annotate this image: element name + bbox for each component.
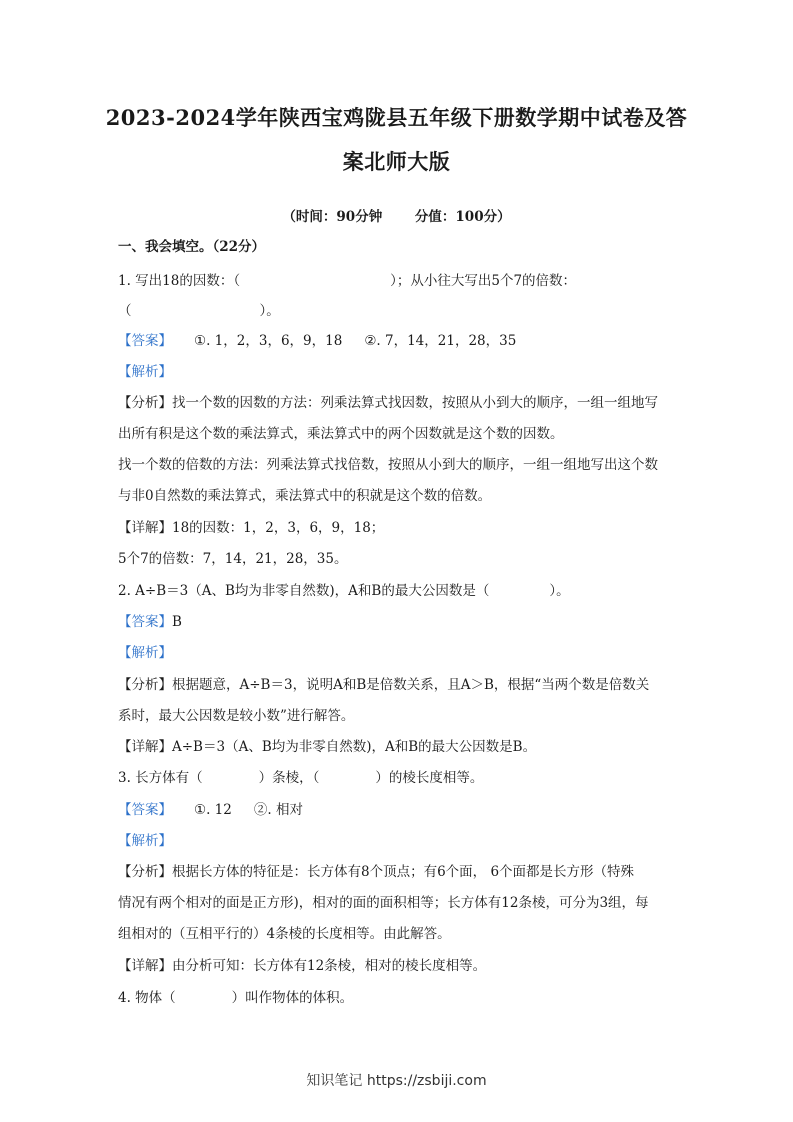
q1-analysis-line-4: 与非0自然数的乘法算式，乘法算式中的积就是这个数的倍数。 [118,488,492,504]
footer-watermark: 知识笔记 https://zsbiji.com [306,1073,487,1089]
q1-text-a: 1. 写出18的因数：（ [118,273,241,289]
q3-text-a: 3. 长方体有（ [118,770,203,786]
q3-answer-2: ②. 相对 [253,802,303,818]
q1-analysis-line-1 [118,393,658,413]
q2-detail-line-1 [118,737,536,757]
q3-analysis-line-2: 情况有两个相对的面是正方形)，相对的面的面积相等；长方体有12条棱，可分为3组，每 [118,895,649,911]
exam-time: （时间：90分钟 [282,209,383,225]
q1-detail-line-2: 5个7的倍数：7，14，21，28，35。 [118,551,348,567]
title-line-2: 案北师大版 [342,149,451,174]
q1-answer-1: ①. 1，2，3，6，9，18 [194,333,343,349]
q3-analysis-line-1 [118,862,634,882]
analysis-tag: 【分析】 [118,864,172,880]
q3-detail-line-1 [118,956,486,976]
q2-text-b: ）。 [549,583,570,599]
jiexi-tag: 【解析】 [118,364,172,380]
q3-detail-text-1: 由分析可知：长方体有12条棱，相对的棱长度相等。 [172,958,487,974]
jiexi-tag: 【解析】 [118,833,172,849]
q2-detail-text-1: A÷B＝3（A、B均为非零自然数)，A和B的最大公因数是B。 [172,739,537,755]
q1-analysis-text-1: 找一个数的因数的方法：列乘法算式找因数，按照从小到大的顺序，一组一组地写 [172,395,658,411]
analysis-tag: 【分析】 [118,395,172,411]
q1-text-b: ）；从小往大写出5个7的倍数： [390,273,577,289]
q1-text-d: ）。 [259,303,280,319]
q1-detail-line-1 [118,518,384,538]
q3-text-c: ）的棱长度相等。 [375,770,484,786]
detail-tag: 【详解】 [118,739,172,755]
q3-analysis-line-3: 组相对的（互相平行的）4条棱的长度相等。由此解答。 [118,926,451,942]
q3-answer-1: ①. 12 [194,802,232,818]
question-1-line-2 [118,301,280,321]
q1-text-c: （ [118,303,132,319]
q1-answer-2: ②. 7，14，21，28，35 [364,333,517,349]
detail-tag: 【详解】 [118,520,172,536]
exam-meta [0,205,793,225]
q1-answer [118,331,516,351]
q2-text-a: 2. A÷B＝3（A、B均为非零自然数)，A和B的最大公因数是（ [118,583,490,599]
detail-tag: 【详解】 [118,958,172,974]
section-1-heading: 一、我会填空。（22分） [118,239,266,255]
q1-detail-text-1: 18的因数：1，2，3，6，9，18； [172,520,385,536]
q2-analysis-text-1: 根据题意，A÷B＝3，说明A和B是倍数关系，且A＞B，根据“当两个数是倍数关 [172,677,650,693]
answer-tag: 【答案】 [118,614,172,630]
q3-text-b: ）条棱，（ [258,770,320,786]
q2-answer-value: B [172,614,182,630]
question-2 [118,581,570,601]
analysis-tag: 【分析】 [118,677,172,693]
q1-jiexi [118,362,172,382]
q1-analysis-line-3: 找一个数的倍数的方法：列乘法算式找倍数，按照从小到大的顺序，一组一组地写出这个数 [118,457,658,473]
q2-answer [118,612,182,632]
q1-analysis-line-2: 出所有积是这个数的乘法算式，乘法算式中的两个因数就是这个数的因数。 [118,426,564,442]
answer-tag: 【答案】 [118,802,172,818]
q2-analysis-line-1 [118,675,649,695]
answer-tag: 【答案】 [118,333,172,349]
q3-jiexi [118,831,172,851]
exam-score: 分值：100分） [414,209,511,225]
q3-answer [118,800,303,820]
jiexi-tag: 【解析】 [118,645,172,661]
q4-text-b: ）叫作物体的体积。 [231,990,354,1006]
q3-analysis-text-1: 根据长方体的特征是：长方体有8个顶点；有6个面， 6个面都是长方形（特殊 [172,864,635,880]
q2-analysis-line-2: 系时，最大公因数是较小数”进行解答。 [118,708,355,724]
question-4 [118,988,353,1008]
title-line-1: 2023-2024学年陕西宝鸡陇县五年级下册数学期中试卷及答 [105,105,688,130]
q2-jiexi [118,643,172,663]
question-1-line-1 [118,271,576,291]
q4-text-a: 4. 物体（ [118,990,176,1006]
question-3 [118,768,483,788]
